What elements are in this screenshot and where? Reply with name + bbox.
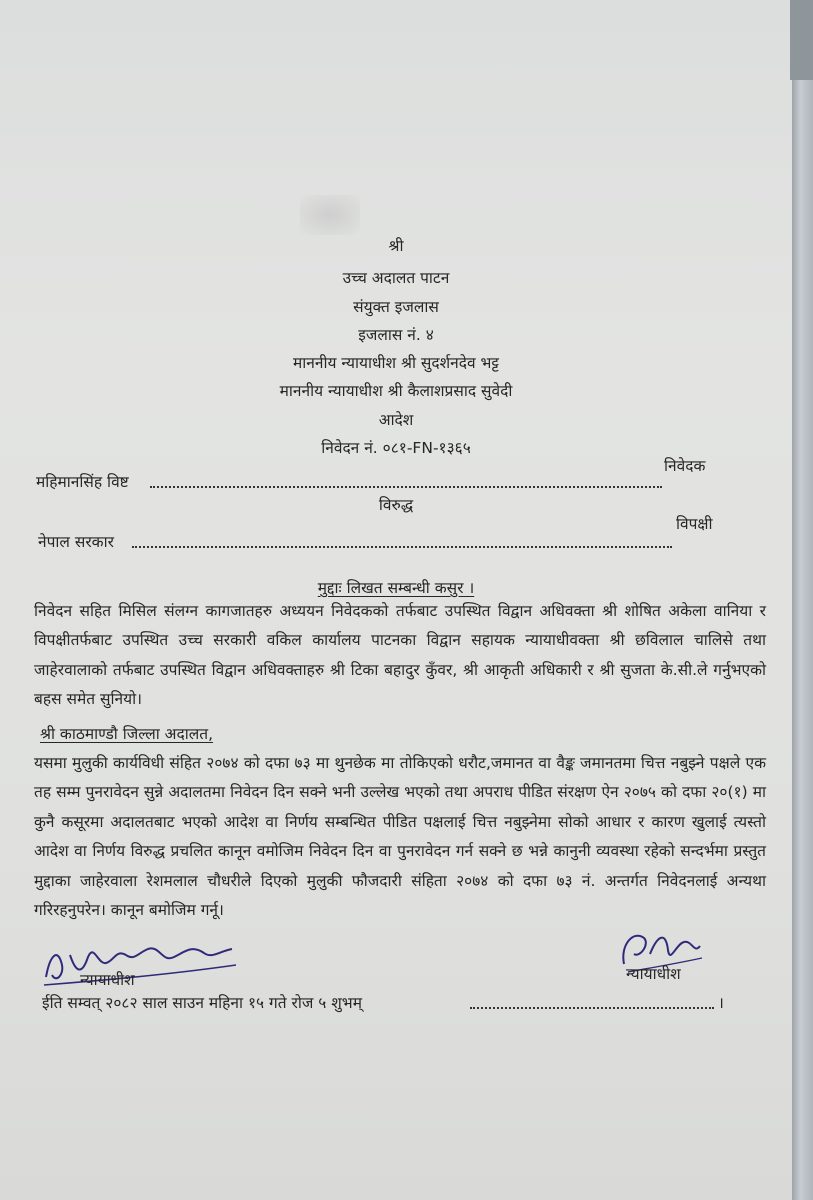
respondent-role: विपक्षी [676,515,713,533]
header-shree: श्री [388,237,404,255]
respondent-name: नेपाल सरकार [38,533,114,551]
page-edge-shadow [790,0,813,80]
petition-number: निवेदन नं. ०८१-FN-१३६५ [321,439,471,457]
respondent-dotted-line [132,546,672,548]
judge-two: माननीय न्यायाधीश श्री कैलाशप्रसाद सुवेदी [279,382,513,400]
page-edge [792,0,813,1200]
date-dotted-line [470,1007,714,1009]
case-subject: मुद्दाः लिखत सम्बन्धी कसुर । [317,579,475,597]
applicant-dotted-line [150,486,662,488]
court-name: उच्च अदालत पाटन [342,269,450,287]
left-judge-label: न्यायाधीश [80,971,135,989]
bench-type: संयुक्त इजलास [353,298,439,316]
left-judge-signature [36,935,266,995]
order-title: आदेश [378,411,414,429]
district-court-heading: श्री काठमाण्डौ जिल्ला अदालत, [40,725,214,743]
hearing-paragraph: निवेदन सहित मिसिल संलग्न कागजातहरु अध्ययन निवेदकको तर्फबाट उपस्थित विद्वान अधिवक्ता श्री शोषित अकेला वानिया र विपक्षीतर्फबाट उपस्थित उच्च सरकारी वकिल कार्यालय पाटनका विद्वान सहायक न्यायाधीवक्ता श्री छविलाल चालिसे तथा जाहेरवालाको तर्फबाट उपस्थित विद्वान अधिवक्ताहरु श्री टिका बहादुर कुँवर, श्री आकृती अधिकारी र श्री सुजता के.सी.ले गर्नुभएको बहस समेत सुनियो। [34,602,766,709]
versus-label: विरुद्ध [378,496,414,514]
applicant-role: निवेदक [664,457,706,475]
judge-one: माननीय न्यायाधीश श्री सुदर्शनदेव भट्ट [292,354,500,372]
date-line: ईति सम्वत् २०८२ साल साउन महिना १५ गते रोज ५ शुभम् [42,994,362,1012]
right-judge-label: न्यायाधीश [626,965,681,983]
bench-number: इजलास नं. ४ [358,326,434,344]
order-paragraph: यसमा मुलुकी कार्यविधी संहित २०७४ को दफा ७३ मा थुनछेक मा तोकिएको धरौट,जमानत वा वैङ्क जमानतमा चित्त नबुझ्ने पक्षले एक तह सम्म पुनरावेदन सुन्ने अदालतमा निवेदन दिन सक्ने भनी उल्लेख भएको तथा अपराध पीडित संरक्षण ऐन २०७५ को दफा २०(१) मा कुनै कसूरमा अदालतबाट भएको आदेश वा निर्णय सम्बन्धित पीडित पक्षलाई चित्त नबुझ्नेमा सोको आधार र कारण खुलाई त्यस्तो आदेश वा निर्णय विरुद्ध प्रचलित कानून वमोजिम निवेदन दिन वा पुनरावेदन गर्न सक्ने छ भन्ने कानुनी व्यवस्था रहेको सन्दर्भमा प्रस्तुत मुद्दाका जाहेरवाला रेशमलाल चौधरीले दिएको मुलुकी फौजदारी संहिता २०७४ को दफा ७३ नं. अन्तर्गत निवेदनलाई अन्यथा गरिरहनुपरेन। कानून बमोजिम गर्नू। [34,754,766,920]
applicant-name: महिमानसिंह विष्ट [36,473,129,491]
date-end-mark: । [718,994,724,1012]
